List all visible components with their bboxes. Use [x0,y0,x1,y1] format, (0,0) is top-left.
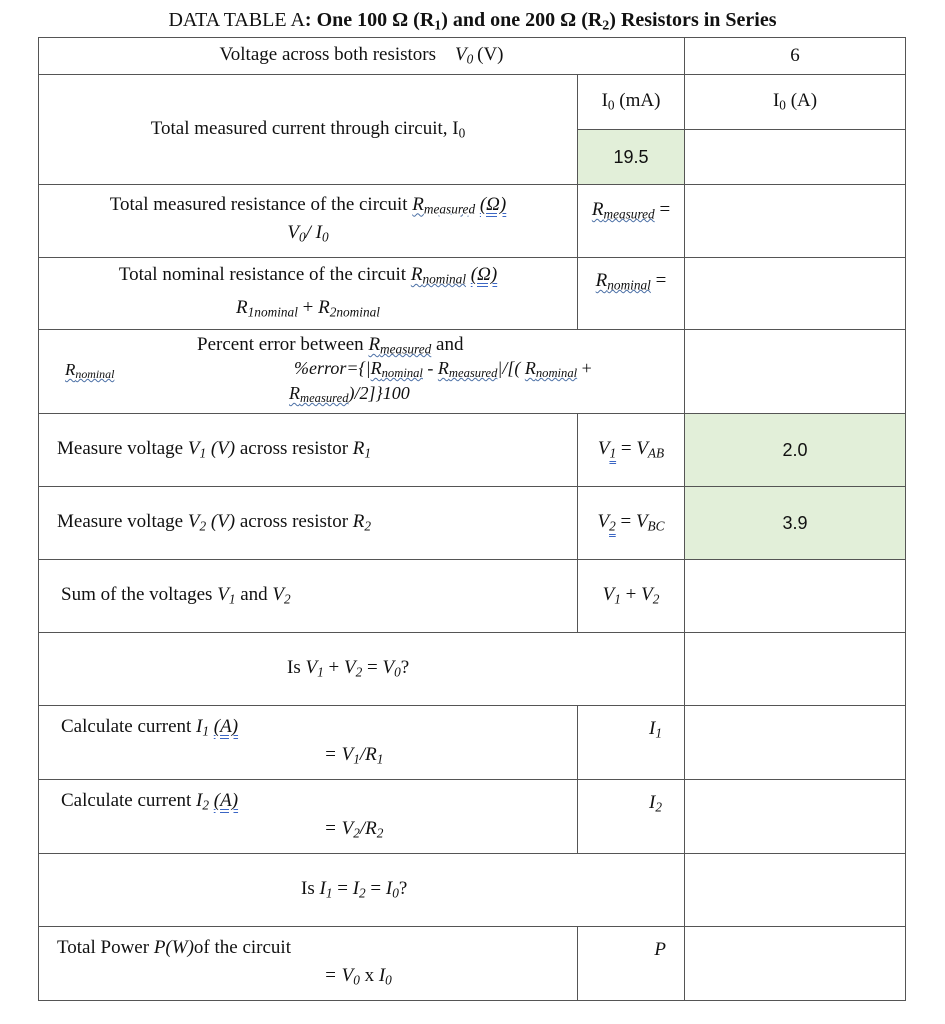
row-current-header [39,75,906,130]
value-sum[interactable] [685,560,906,633]
mid-r-nominal: $R_{nominal}$ = [578,258,685,330]
row-voltage [39,38,906,75]
mid-power: P [578,927,685,1001]
row-v2 [39,487,906,560]
label-current: Total measured current through circuit, $I_0$ [39,75,578,185]
value-v2[interactable]: 3.9 [685,487,906,560]
percent-line1: Percent error between $R_{measured}$ and [197,334,464,357]
mid-v1: $V_1 = V_{AB}$ [578,414,685,487]
label-check-v: Is $V_1 + V_2 = V_0$? [39,633,685,706]
percent-formula-line2: $R_{measured})/2]\}100$ [289,383,410,406]
label-power: Total Power P(W)of the circuit = $V_0$ x $I_0$ [39,927,578,1001]
value-check-v[interactable] [685,633,906,706]
table-title: DATA TABLE A: One 100 Ω $(R_1)$ and one 200 Ω $(R_2)$ Resistors in Series [168,9,777,34]
row-sum [39,560,906,633]
mid-v2: $V_2 = V_{BC}$ [578,487,685,560]
label-r-nominal: Total nominal resistance of the circuit $R_{nominal}$ (Ω) $R_{1nominal} + R_{2nominal}$ [39,258,578,330]
value-power[interactable] [685,927,906,1001]
data-table-a [38,37,906,1001]
value-current-a[interactable] [685,130,906,185]
label-check-i: Is $I_1 = I_2 = I_0$? [39,854,685,927]
label-r-measured: Total measured resistance of the circuit $R_{measured}$ (Ω) $V_0/$ $I_0$ [39,185,578,258]
row-i2 [39,780,906,854]
row-v1 [39,414,906,487]
label-percent-error [39,330,685,414]
label-v1: Measure voltage $V_1$ (V) across resistor $R_1$ [39,414,578,487]
label-v2: Measure voltage $V_2$ (V) across resistor $R_2$ [39,487,578,560]
label-i1: Calculate current $I_1$ (A) = $V_1/R_1$ [39,706,578,780]
percent-rnominal: $R_{nominal}$ [65,360,115,381]
col-header-ma: $I_0$ (mA) [578,75,685,130]
value-i2[interactable] [685,780,906,854]
value-percent-error[interactable] [685,330,906,414]
value-voltage[interactable]: 6 [685,38,906,75]
row-r-measured [39,185,906,258]
row-i1 [39,706,906,780]
percent-formula-line1: $\%error=\{|R_{nominal} - R_{measured}|/$[( $R_{nominal}$ + [294,358,592,381]
label-i2: Calculate current $I_2$ (A) = $V_2/R_2$ [39,780,578,854]
col-header-a: $I_0$ (A) [685,75,906,130]
row-r-nominal [39,258,906,330]
value-check-i[interactable] [685,854,906,927]
row-percent-error [39,330,906,414]
label-sum: Sum of the voltages $V_1$ and $V_2$ [39,560,578,633]
value-current-ma[interactable]: 19.5 [578,130,685,185]
mid-r-measured: $R_{measured}$ = [578,185,685,258]
value-v1[interactable]: 2.0 [685,414,906,487]
value-r-nominal[interactable] [685,258,906,330]
mid-i1: $I_1$ [578,706,685,780]
row-check-v [39,633,906,706]
label-voltage: Voltage across both resistors $V_0$ (V) [39,38,685,75]
mid-i2: $I_2$ [578,780,685,854]
row-power [39,927,906,1001]
row-check-i [39,854,906,927]
mid-sum: $V_1 + V_2$ [578,560,685,633]
value-r-measured[interactable] [685,185,906,258]
value-i1[interactable] [685,706,906,780]
